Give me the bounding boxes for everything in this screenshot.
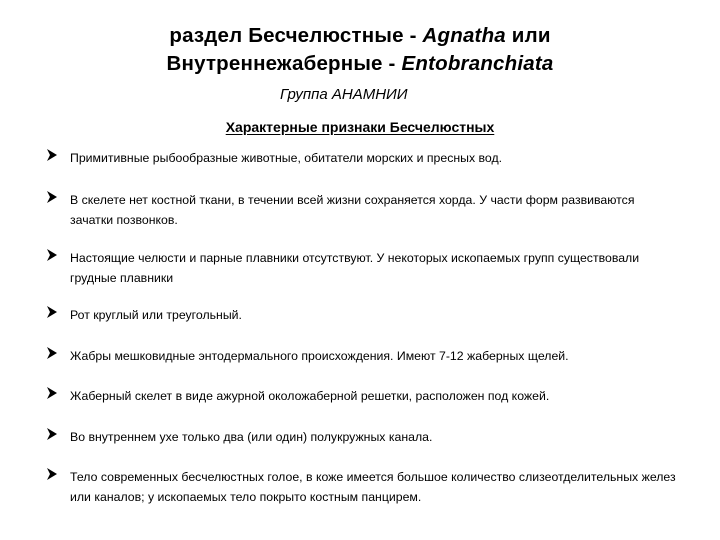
- list-item: [46, 248, 676, 288]
- list-item: [46, 467, 676, 507]
- arrowhead-bullet-icon: [46, 386, 60, 400]
- title-latin-entobranchiata: Entobranchiata: [401, 52, 554, 75]
- list-item-text: Тело современных бесчелюстных голое, в коже имеется большое количество слизеотделительных желез или каналов; у ископаемых тело покрыто костным панцирем.: [70, 470, 676, 504]
- group-label: Группа АНАМНИИ: [280, 86, 408, 103]
- list-item: [46, 148, 676, 168]
- arrowhead-bullet-icon: [46, 346, 60, 360]
- list-item: [46, 427, 676, 447]
- list-item-text: Во внутреннем ухе только два (или один) полукружных канала.: [70, 430, 433, 444]
- title-prefix-1: раздел Бесчелюстные -: [169, 24, 423, 47]
- section-heading: Характерные признаки Бесчелюстных: [225, 119, 495, 135]
- title-suffix-1: или: [505, 24, 551, 47]
- title-latin-agnatha: Agnatha: [422, 24, 506, 47]
- list-item: [46, 386, 676, 406]
- title-prefix-2: Внутреннежаберные -: [166, 52, 402, 75]
- list-item: [46, 305, 676, 325]
- list-item-text: Жаберный скелет в виде ажурной околожаберной решетки, расположен под кожей.: [70, 389, 550, 403]
- arrowhead-bullet-icon: [46, 427, 60, 441]
- slide-title-line-1: [60, 22, 660, 50]
- list-item-text: Жабры мешковидные энтодермального происхождения. Имеют 7-12 жаберных щелей.: [70, 349, 569, 363]
- list-item: [46, 190, 676, 230]
- list-item: [46, 346, 676, 366]
- list-item-text: Настоящие челюсти и парные плавники отсутствуют. У некоторых ископаемых групп существовали грудные плавники: [70, 251, 640, 285]
- arrowhead-bullet-icon: [46, 148, 60, 162]
- arrowhead-bullet-icon: [46, 248, 60, 262]
- slide-title-line-2: [60, 50, 660, 78]
- arrowhead-bullet-icon: [46, 305, 60, 319]
- list-item-text: В скелете нет костной ткани, в течении всей жизни сохраняется хорда. У части форм развиваются зачатки позвонков.: [70, 193, 635, 227]
- arrowhead-bullet-icon: [46, 190, 60, 204]
- arrowhead-bullet-icon: [46, 467, 60, 481]
- list-item-text: Рот круглый или треугольный.: [70, 308, 242, 322]
- list-item-text: Примитивные рыбообразные животные, обитатели морских и пресных вод.: [70, 151, 503, 165]
